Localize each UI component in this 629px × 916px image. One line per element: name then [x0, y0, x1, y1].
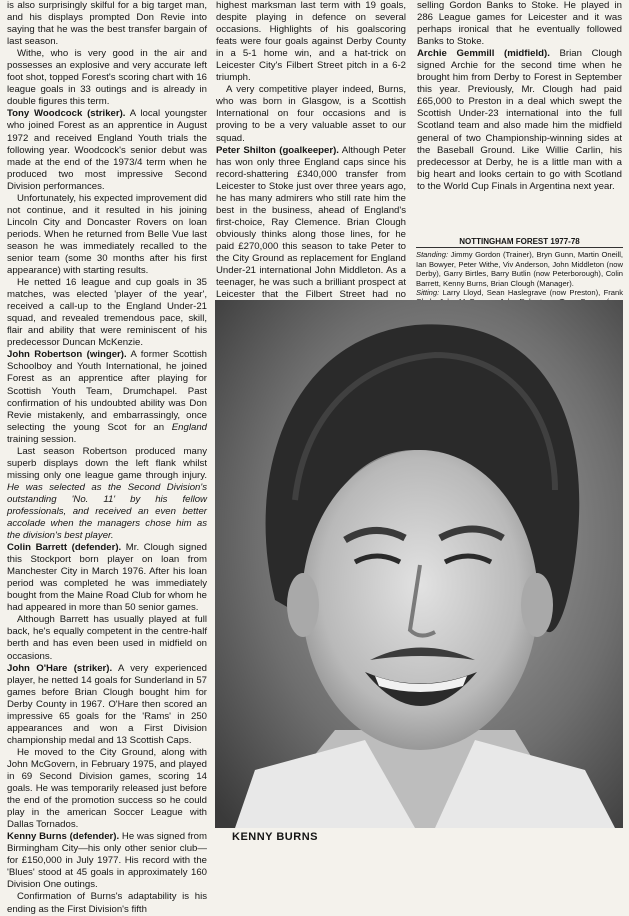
paragraph-text: Last season Robertson produced many superb displays down the left flank whilst missing only one league game through injury.: [7, 445, 207, 481]
paragraph: He moved to the City Ground, along with John McGovern, in February 1975, and played in 69 Second Division games, scoring 14 goals. He was temporarily released just before the end of the promotion success so he could play in the american Soccer League with Dallas Tornados.: [7, 746, 207, 831]
player-heading: Tony Woodcock (striker).: [7, 108, 126, 120]
paragraph-text: training session.: [7, 433, 77, 445]
paragraph: [7, 108, 207, 192]
photo-caption: KENNY BURNS: [232, 831, 318, 843]
player-heading: Archie Gemmill (midfield).: [417, 48, 550, 60]
paragraph: [216, 145, 406, 314]
team-caption-title: NOTTINGHAM FOREST 1977-78: [416, 237, 623, 248]
paragraph: Withe, who is very good in the air and possesses an explosive and very accurate left foot shot, topped Forest's scoring chart with 16 league goals in 33 outings and is already in double figures this term.: [7, 48, 207, 108]
sitting-names: Larry Lloyd, Sean Haslegrave (now Preston), Frank: [442, 288, 623, 298]
paragraph: He netted 16 league and cup goals in 35 matches, was elected 'player of the year', received a call-up to the England Under-21 squad, and revealed tremendous pace, skill, flair and ability that were reminiscent of his predecessor Duncan McKenzie.: [7, 277, 207, 349]
paragraph: A very competitive player indeed, Burns, who was born in Glasgow, is a Scottish International on four occasions and is proving to be a very valuable asset to our squad.: [216, 84, 406, 144]
player-portrait-photo: [215, 300, 623, 828]
left-text-column: [7, 0, 207, 916]
player-heading: Colin Barrett (defender).: [7, 542, 122, 554]
emphasis-text: England: [171, 421, 207, 433]
middle-text-column: [216, 0, 406, 313]
player-heading: John Robertson (winger).: [7, 349, 127, 361]
paragraph: Although Barrett has usually played at full back, he's equally competent in the centre-half berth and has even been used in midfield on occasions.: [7, 614, 207, 662]
right-text-column: [417, 0, 622, 193]
paragraph: is also surprisingly skilful for a big target man, and his displays prompted Don Revie into saying that he was the best transfer bargain of last season.: [7, 0, 207, 48]
paragraph-text: Although Peter has won only three England caps since his record-shattering £340,000 transfer from Leicester to Stoke just over three years ago, he has many admirers who still rate him the best in the business, ahead of England's first-choice, Ray Clemence. Brian Clough obviously thinks along those lines, for he paid £270,000 this season to take Peter to the City Ground as replacement for England Under-21 international John Middleton. As a teenager, he was such a brilliant prospect at Leicester that the Filbert Street had no: [216, 144, 406, 301]
paragraph: [7, 446, 207, 542]
paragraph-text: Mr. Clough signed this Stockport born player on loan from Manchester City in March 1976. After his loan period was completed he was immediately bought from the Maine Road Club for whom he had appeared in more than 50 senior games.: [7, 542, 207, 614]
player-heading: Peter Shilton (goalkeeper).: [216, 144, 339, 156]
standing-label: Standing:: [416, 250, 449, 260]
paragraph-text: A local youngster who joined Forest as an apprentice in August 1972 and received England Youth trials the following year. Woodcock's senior debut was made at the end of the 1973/4 term when he produced two most impressive Second Division performances.: [7, 108, 207, 192]
sitting-label: Sitting:: [416, 288, 440, 298]
paragraph-text: Brian Clough signed Archie for the second time when he brought him from Derby to Forest in September this year. Previously, Mr. Clough had paid £65,000 to Preston in a deal which swept the Scottish Under-23 international into the full Scotland team and also made him the midfield general of two Championship-winning sides at the Baseball Ground. Like Willie Carlin, his predecessor at Derby, he is a little man with a big heart and looks certain to go with Scotland to the World Cup Finals in Argentina next year.: [417, 48, 622, 192]
paragraph: [417, 48, 622, 193]
paragraph: highest marksman last term with 19 goals, despite playing in defence on several occasions. Highlights of his goalscoring feats were four goals against Derby County in a 5-1 home win, and a hat-trick on Leicester City's Filbert Street pitch in a 6-2 triumph.: [216, 0, 406, 84]
paragraph: [7, 663, 207, 747]
paragraph: selling Gordon Banks to Stoke. He played in 286 League games for Leicester and it was perhaps ironical that he eventually followed Banks to Stoke.: [417, 0, 622, 48]
paragraph: [7, 831, 207, 891]
paragraph: Unfortunately, his expected improvement did not continue, and it resulted in his joining Lincoln City and Doncaster Rovers on loan periods. When he returned from Belle Vue last season he was immediately recalled to the senior team (some 30 months after his first appearance) with starting results.: [7, 192, 207, 277]
paragraph-text: A very experienced player, he netted 14 goals for Sunderland in 57 games before Brian Clough bought him for Derby County in 1967. O'Hare then scored an impressive 65 goals for the 'Rams' in 250 appearances and won a First Division championship medal and 13 Scottish Caps.: [7, 662, 207, 746]
player-heading: Kenny Burns (defender).: [7, 831, 120, 843]
paragraph: Confirmation of Burns's adaptability is his ending as the First Division's fifth: [7, 891, 207, 915]
paragraph-text: A former Scottish Schoolboy and Youth International, he joined Forest as an apprentice after playing for Scottish Youth Team, Drumchapel. Past confirmation of his undoubted ability was Don Revie mistakenly, and embarrassingly, once selecting the young Scot for an: [7, 349, 207, 433]
emphasis-text: He was selected as the Second Division's outstanding 'No. 11' by his fellow professionals, and received an even better accolade when the managers chose him as the division's best player.: [7, 481, 207, 542]
paragraph: [7, 542, 207, 614]
player-heading: John O'Hare (striker).: [7, 662, 113, 674]
paragraph: [7, 349, 207, 445]
paragraph-text: He was signed from Birmingham City—his only other senior club—for £150,000 in July 1977. His record with the 'Blues' stood at 45 goals in approximately 160 Division One outings.: [7, 831, 207, 891]
standing-caption: [416, 250, 623, 288]
standing-names: Jimmy Gordon (Trainer), Bryn Gunn, Martin Oneill, Ian Bowyer, Peter Withe, Viv Anderson, John Middleton (now Derby), Garry Birtles, Barry Butlin (now Peterborough), Colin Barrett, Kenny Burns, Brian Clough (Manager).: [416, 250, 623, 288]
portrait-illustration: [215, 300, 623, 828]
